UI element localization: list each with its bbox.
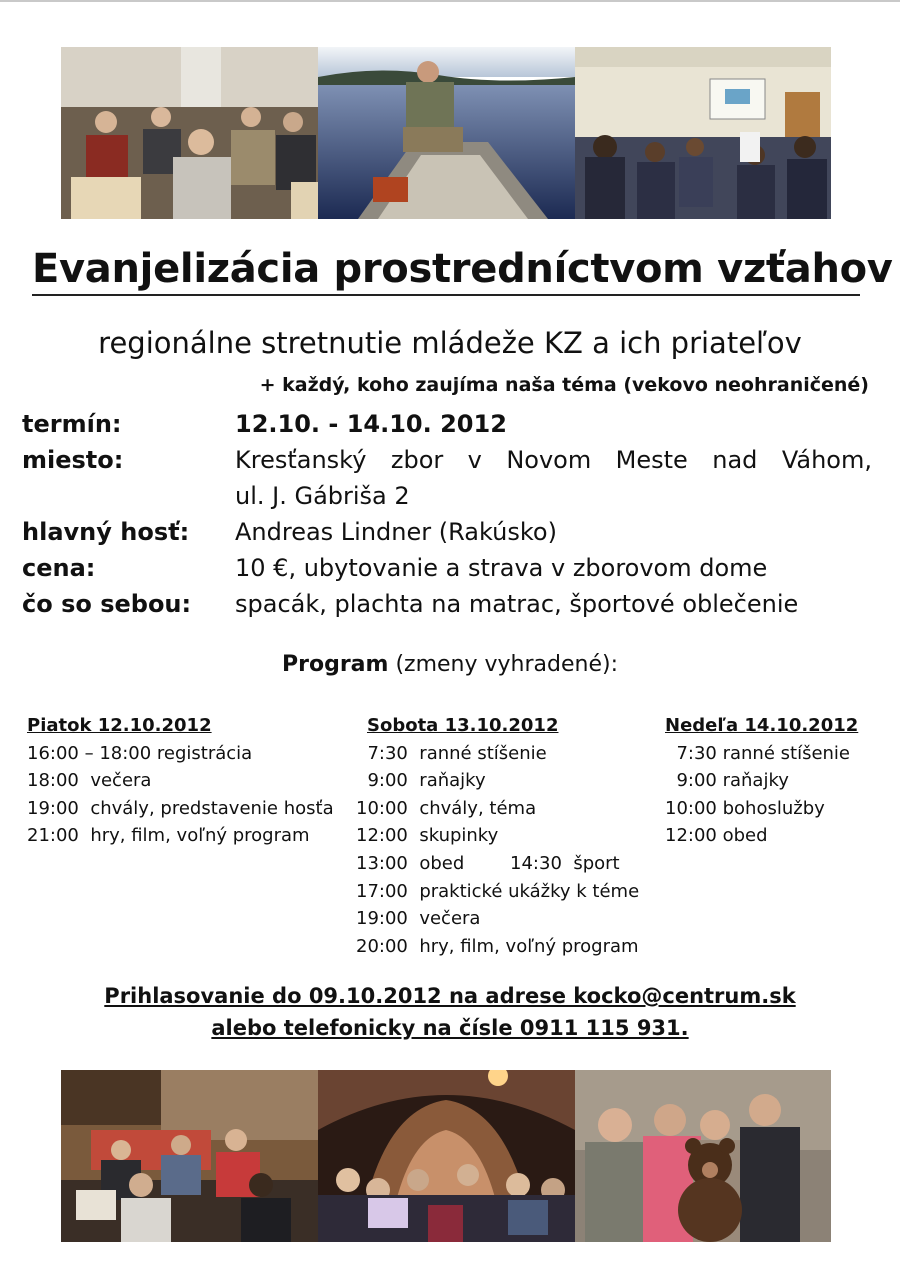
photo-audience-seminar <box>61 47 318 219</box>
info-row-bring <box>22 586 872 622</box>
schedule-item: 12:00 skupinky <box>356 825 499 847</box>
page-title: Evanjelizácia prostredníctvom vzťahov <box>32 244 860 296</box>
photo-group-with-teddy-bear <box>575 1070 831 1242</box>
price-label: cena: <box>22 554 96 582</box>
day-heading: Sobota 13.10.2012 <box>367 715 559 736</box>
schedule-item: 21:00 hry, film, voľný program <box>27 825 310 847</box>
schedule-item: 18:00 večera <box>27 770 152 792</box>
top-border-line <box>0 0 900 2</box>
event-info <box>22 406 872 622</box>
info-row-term <box>22 406 872 442</box>
day-heading: Piatok 12.10.2012 <box>27 715 212 736</box>
registration-line-phone: alebo telefonicky na čísle 0911 115 931. <box>211 1016 689 1040</box>
info-row-place-2 <box>22 478 872 514</box>
schedule-item: 7:30 ranné stíšenie <box>356 742 547 764</box>
guest-label: hlavný hosť: <box>22 518 190 546</box>
schedule-item: 20:00 hry, film, voľný program <box>356 935 639 957</box>
audience-note: + každý, koho zaujíma naša téma (vekovo neohraničené) <box>259 374 869 396</box>
schedule-item: 19:00 večera <box>356 908 481 930</box>
place-label-spacer <box>22 478 235 514</box>
program-title-bold: Program <box>282 652 389 677</box>
photo-man-in-boat <box>318 47 575 219</box>
schedule-item: 10:00 bohoslužby <box>665 797 825 819</box>
registration-line-email: Prihlasovanie do 09.10.2012 na adrese kocko@centrum.sk <box>104 984 796 1008</box>
photo-cellar-crowd <box>318 1070 575 1242</box>
photo-lecture-hall <box>575 47 831 219</box>
program-day-sunday <box>665 712 858 850</box>
schedule-item: 7:30 ranné stíšenie <box>665 742 851 764</box>
schedule-item: 13:00 obed 14:30 šport <box>356 852 620 874</box>
program-day-friday <box>27 712 334 850</box>
term-label: termín: <box>22 410 122 438</box>
price-value: 10 €, ubytovanie a strava v zborovom dome <box>235 554 768 582</box>
program-title-rest: (zmeny vyhradené): <box>388 652 618 677</box>
day-heading: Nedeľa 14.10.2012 <box>665 715 859 736</box>
info-row-place <box>22 442 872 478</box>
info-row-price <box>22 550 872 586</box>
schedule-item: 12:00 obed <box>665 825 768 847</box>
program-day-saturday <box>356 712 639 960</box>
photo-cafe-tables <box>61 1070 318 1242</box>
page-subtitle: regionálne stretnutie mládeže KZ a ich priateľov <box>98 326 802 360</box>
place-value-line1: Kresťanský zbor v Novom Meste nad Váhom, <box>235 446 872 474</box>
place-label: miesto: <box>22 446 124 474</box>
program-title <box>0 652 900 677</box>
term-value: 12.10. - 14.10. 2012 <box>235 410 507 438</box>
schedule-item: 19:00 chvály, predstavenie hosťa <box>27 797 334 819</box>
schedule-item: 10:00 chvály, téma <box>356 797 537 819</box>
schedule-item: 16:00 – 18:00 registrácia <box>27 742 253 764</box>
schedule-item: 9:00 raňajky <box>356 770 486 792</box>
bring-label: čo so sebou: <box>22 590 192 618</box>
place-value-line2: ul. J. Gábriša 2 <box>235 482 410 510</box>
schedule-item: 17:00 praktické ukážky k téme <box>356 880 640 902</box>
bottom-photo-strip <box>61 1070 831 1242</box>
schedule-item: 9:00 raňajky <box>665 770 789 792</box>
bring-value: spacák, plachta na matrac, športové oblečenie <box>235 590 799 618</box>
guest-value: Andreas Lindner (Rakúsko) <box>235 518 557 546</box>
top-photo-strip <box>61 47 831 219</box>
info-row-guest <box>22 514 872 550</box>
